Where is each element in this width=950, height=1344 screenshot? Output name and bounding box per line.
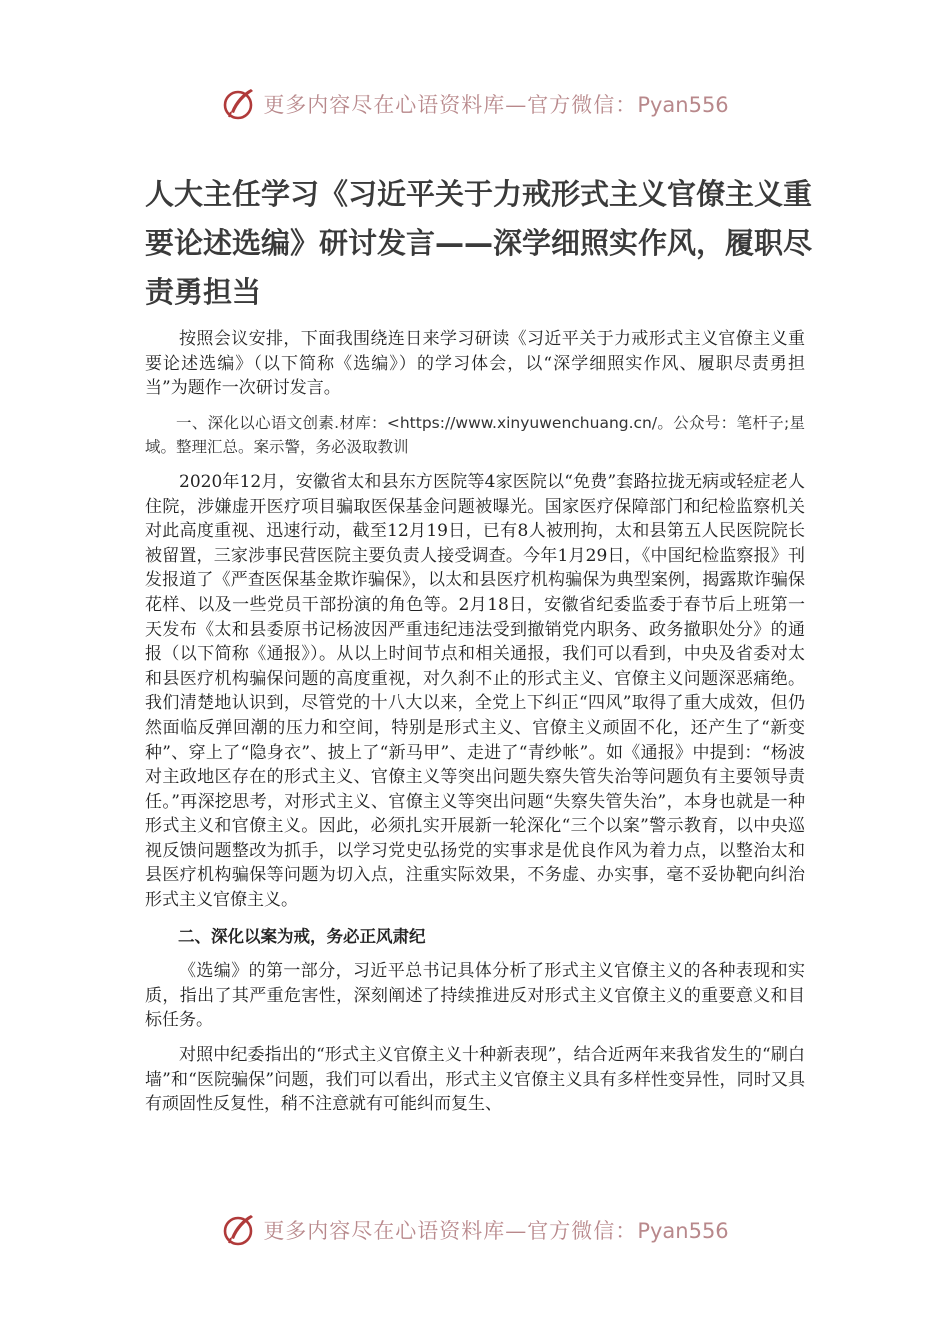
quill-logo-icon	[221, 1212, 257, 1248]
paragraph-contrast: 对照中纪委指出的“形式主义官僚主义十种新表现”，结合近两年来我省发生的“刷白墙”和“医院骗保”问题，我们可以看出，形式主义官僚主义具有多样性变异性，同时又具有顽固性反复性，稍不注意就有可能纠而复生、	[145, 1045, 805, 1115]
banner-text	[263, 1215, 728, 1245]
quill-logo-icon	[221, 86, 257, 122]
document-body	[145, 327, 805, 1117]
header-banner	[0, 82, 950, 126]
paragraph-intro: 按照会议安排，下面我围绕连日来学习研读《习近平关于力戒形式主义官僚主义重要论述选编》（以下简称《选编》）的学习体会，以“深学细照实作风、履职尽责勇担当”为题作一次研讨发言。	[145, 329, 805, 399]
banner-wechat-handle: Pyan556	[637, 1219, 729, 1243]
section-heading-one: 一、深化以心语文创素.材库：<https://www.xinyuwenchuang.cn/。公众号：笔杆子;星域。整理汇总。案示警，务必汲取教训	[145, 413, 805, 457]
banner-slogan: 更多内容尽在心语资料库—官方微信：	[263, 1219, 638, 1243]
paragraph-case: 2020年12月，安徽省太和县东方医院等4家医院以“免费”套路拉拢无病或轻症老人住院，涉嫌虚开医疗项目骗取医保基金问题被曝光。国家医疗保障部门和纪检监察机关对此高度重视、迅速行动，截至12月19日，已有8人被刑拘，太和县第五人民医院院长被留置，三家涉事民营医院主要负责人接受调查。今年1月29日，《中国纪检监察报》刊发报道了《严查医保基金欺诈骗保》，以太和县医疗机构骗保为典型案例，揭露欺诈骗保花样、以及一些党员干部扮演的角色等。2月18日，安徽省纪委监委于春节后上班第一天发布《太和县委原书记杨波因严重违纪违法受到撤销党内职务、政务撤职处分》的通报（以下简称《通报》）。从以上时间节点和相关通报，我们可以看到，中央及省委对太和县医疗机构骗保问题的高度重视，对久刹不止的形式主义、官僚主义问题深恶痛绝。我们清楚地认识到，尽管党的十八大以来，全党上下纠正“四风”取得了重大成效，但仍然面临反弹回潮的压力和空间，特别是形式主义、官僚主义顽固不化，还产生了“新变种”、穿上了“隐身衣”、披上了“新马甲”、走进了“青纱帐”。如《通报》中提到：“杨波对主政地区存在的形式主义、官僚主义等突出问题失察失管失治等问题负有主要领导责任。”再深挖思考，对形式主义、官僚主义等突出问题“失察失管失治”，本身也就是一种形式主义和官僚主义。因此，必须扎实开展新一轮深化“三个以案”警示教育，以中央巡视反馈问题整改为抓手，以学习党史弘扬党的实事求是优良作风为着力点，以整治太和县医疗机构骗保等问题为切入点，注重实际效果，不务虚、办实事，毫不妥协靶向纠治形式主义官僚主义。	[145, 471, 805, 911]
footer-banner	[0, 1208, 950, 1252]
banner-wechat-handle: Pyan556	[637, 93, 729, 117]
section-heading-two: 二、深化以案为戒，务必正风肃纪	[178, 926, 426, 946]
paragraph-selection: 《选编》的第一部分，习近平总书记具体分析了形式主义官僚主义的各种表现和实质，指出了其严重危害性，深刻阐述了持续推进反对形式主义官僚主义的重要意义和目标任务。	[145, 961, 805, 1031]
banner-text	[263, 89, 728, 119]
document-title: 人大主任学习《习近平关于力戒形式主义官僚主义重要论述选编》研讨发言——深学细照实作风，履职尽责勇担当	[145, 177, 813, 309]
banner-slogan: 更多内容尽在心语资料库—官方微信：	[263, 93, 638, 117]
